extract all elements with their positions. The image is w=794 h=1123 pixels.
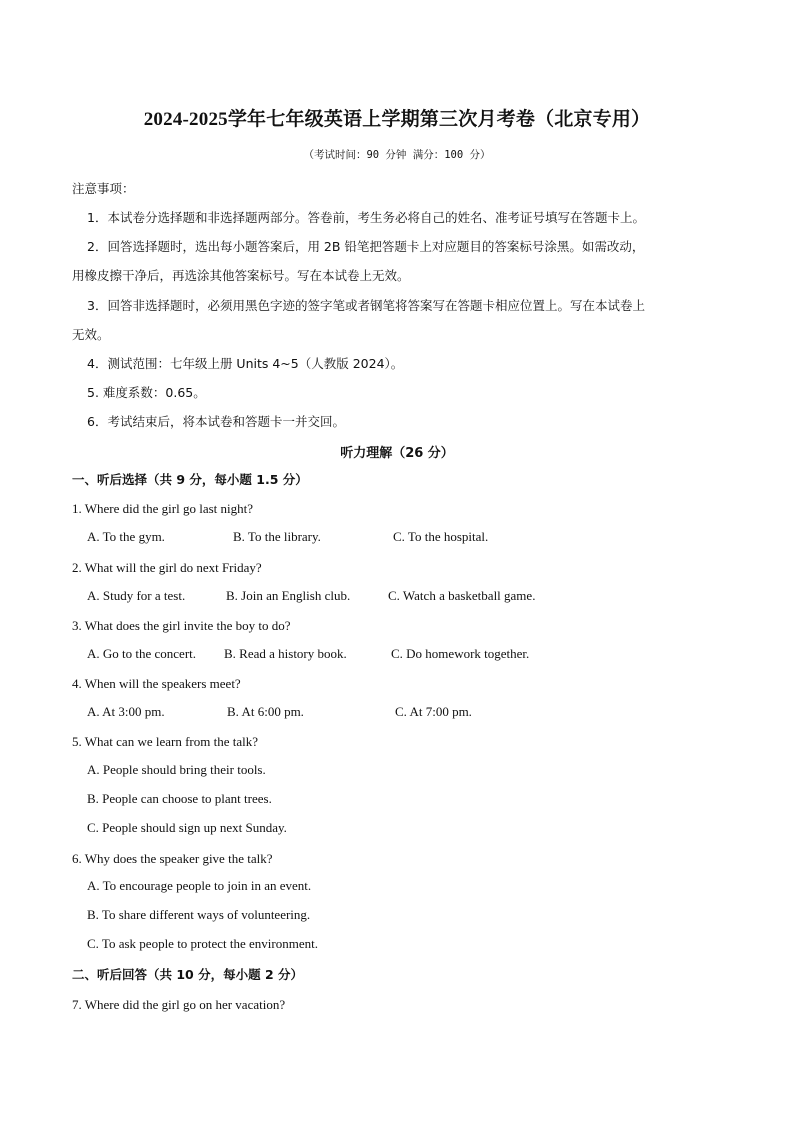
note-item: 3．回答非选择题时，必须用黑色字迹的签字笔或者钢笔将答案写在答题卡相应位置上。写在本试卷上 [87,298,645,313]
option-b: B. People can choose to plant trees. [87,791,272,806]
option-b: B. Read a history book. [224,646,347,661]
question-text: 3. What does the girl invite the boy to do? [72,618,291,633]
note-item: 5. 难度系数：0.65。 [87,385,206,400]
question-text: 4. When will the speakers meet? [72,676,241,691]
question-text: 2. What will the girl do next Friday? [72,560,262,575]
option-c: C. Watch a basketball game. [388,588,536,603]
option-c: C. Do homework together. [391,646,530,661]
option-c: C. To the hospital. [393,529,489,544]
note-item: 4．测试范围：七年级上册 Units 4~5（人教版 2024）。 [87,356,404,371]
question-text: 1. Where did the girl go last night? [72,501,253,516]
question-text: 6. Why does the speaker give the talk? [72,851,273,866]
option-a: A. To encourage people to join in an event. [87,878,312,893]
option-c: C. To ask people to protect the environment. [87,936,318,951]
note-item: 用橡皮擦干净后，再选涂其他答案标号。写在本试卷上无效。 [72,268,410,283]
exam-info: （考试时间：90 分钟 满分：100 分） [303,149,491,161]
option-a: A. At 3:00 pm. [87,704,165,719]
part1-title: 一、听后选择（共 9 分，每小题 1.5 分） [72,472,308,487]
option-a: A. Study for a test. [87,588,186,603]
listening-section-title: 听力理解（26 分） [340,446,454,461]
part2-title: 二、听后回答（共 10 分，每小题 2 分） [72,967,304,982]
option-b: B. To share different ways of volunteering. [87,907,311,922]
option-b: B. At 6:00 pm. [227,704,304,719]
note-item: 1．本试卷分选择题和非选择题两部分。答卷前，考生务必将自己的姓名、准考证号填写在答题卡上。 [87,210,645,225]
option-a: A. To the gym. [87,529,165,544]
option-a: A. People should bring their tools. [87,762,266,777]
option-c: C. People should sign up next Sunday. [87,820,287,835]
note-item: 6．考试结束后，将本试卷和答题卡一并交回。 [87,414,345,429]
notes-heading: 注意事项： [72,181,135,196]
option-b: B. To the library. [233,529,321,544]
option-a: A. Go to the concert. [87,646,197,661]
note-item: 2．回答选择题时，选出每小题答案后，用 2B 铅笔把答题卡上对应题目的答案标号涂黑。如需改动， [87,239,645,254]
question-text: 5. What can we learn from the talk? [72,734,259,749]
option-c: C. At 7:00 pm. [395,704,472,719]
option-b: B. Join an English club. [226,588,351,603]
page-title: 2024-2025学年七年级英语上学期第三次月考卷（北京专用） [143,109,651,130]
question-text: 7. Where did the girl go on her vacation? [72,997,286,1012]
note-item: 无效。 [72,327,110,342]
